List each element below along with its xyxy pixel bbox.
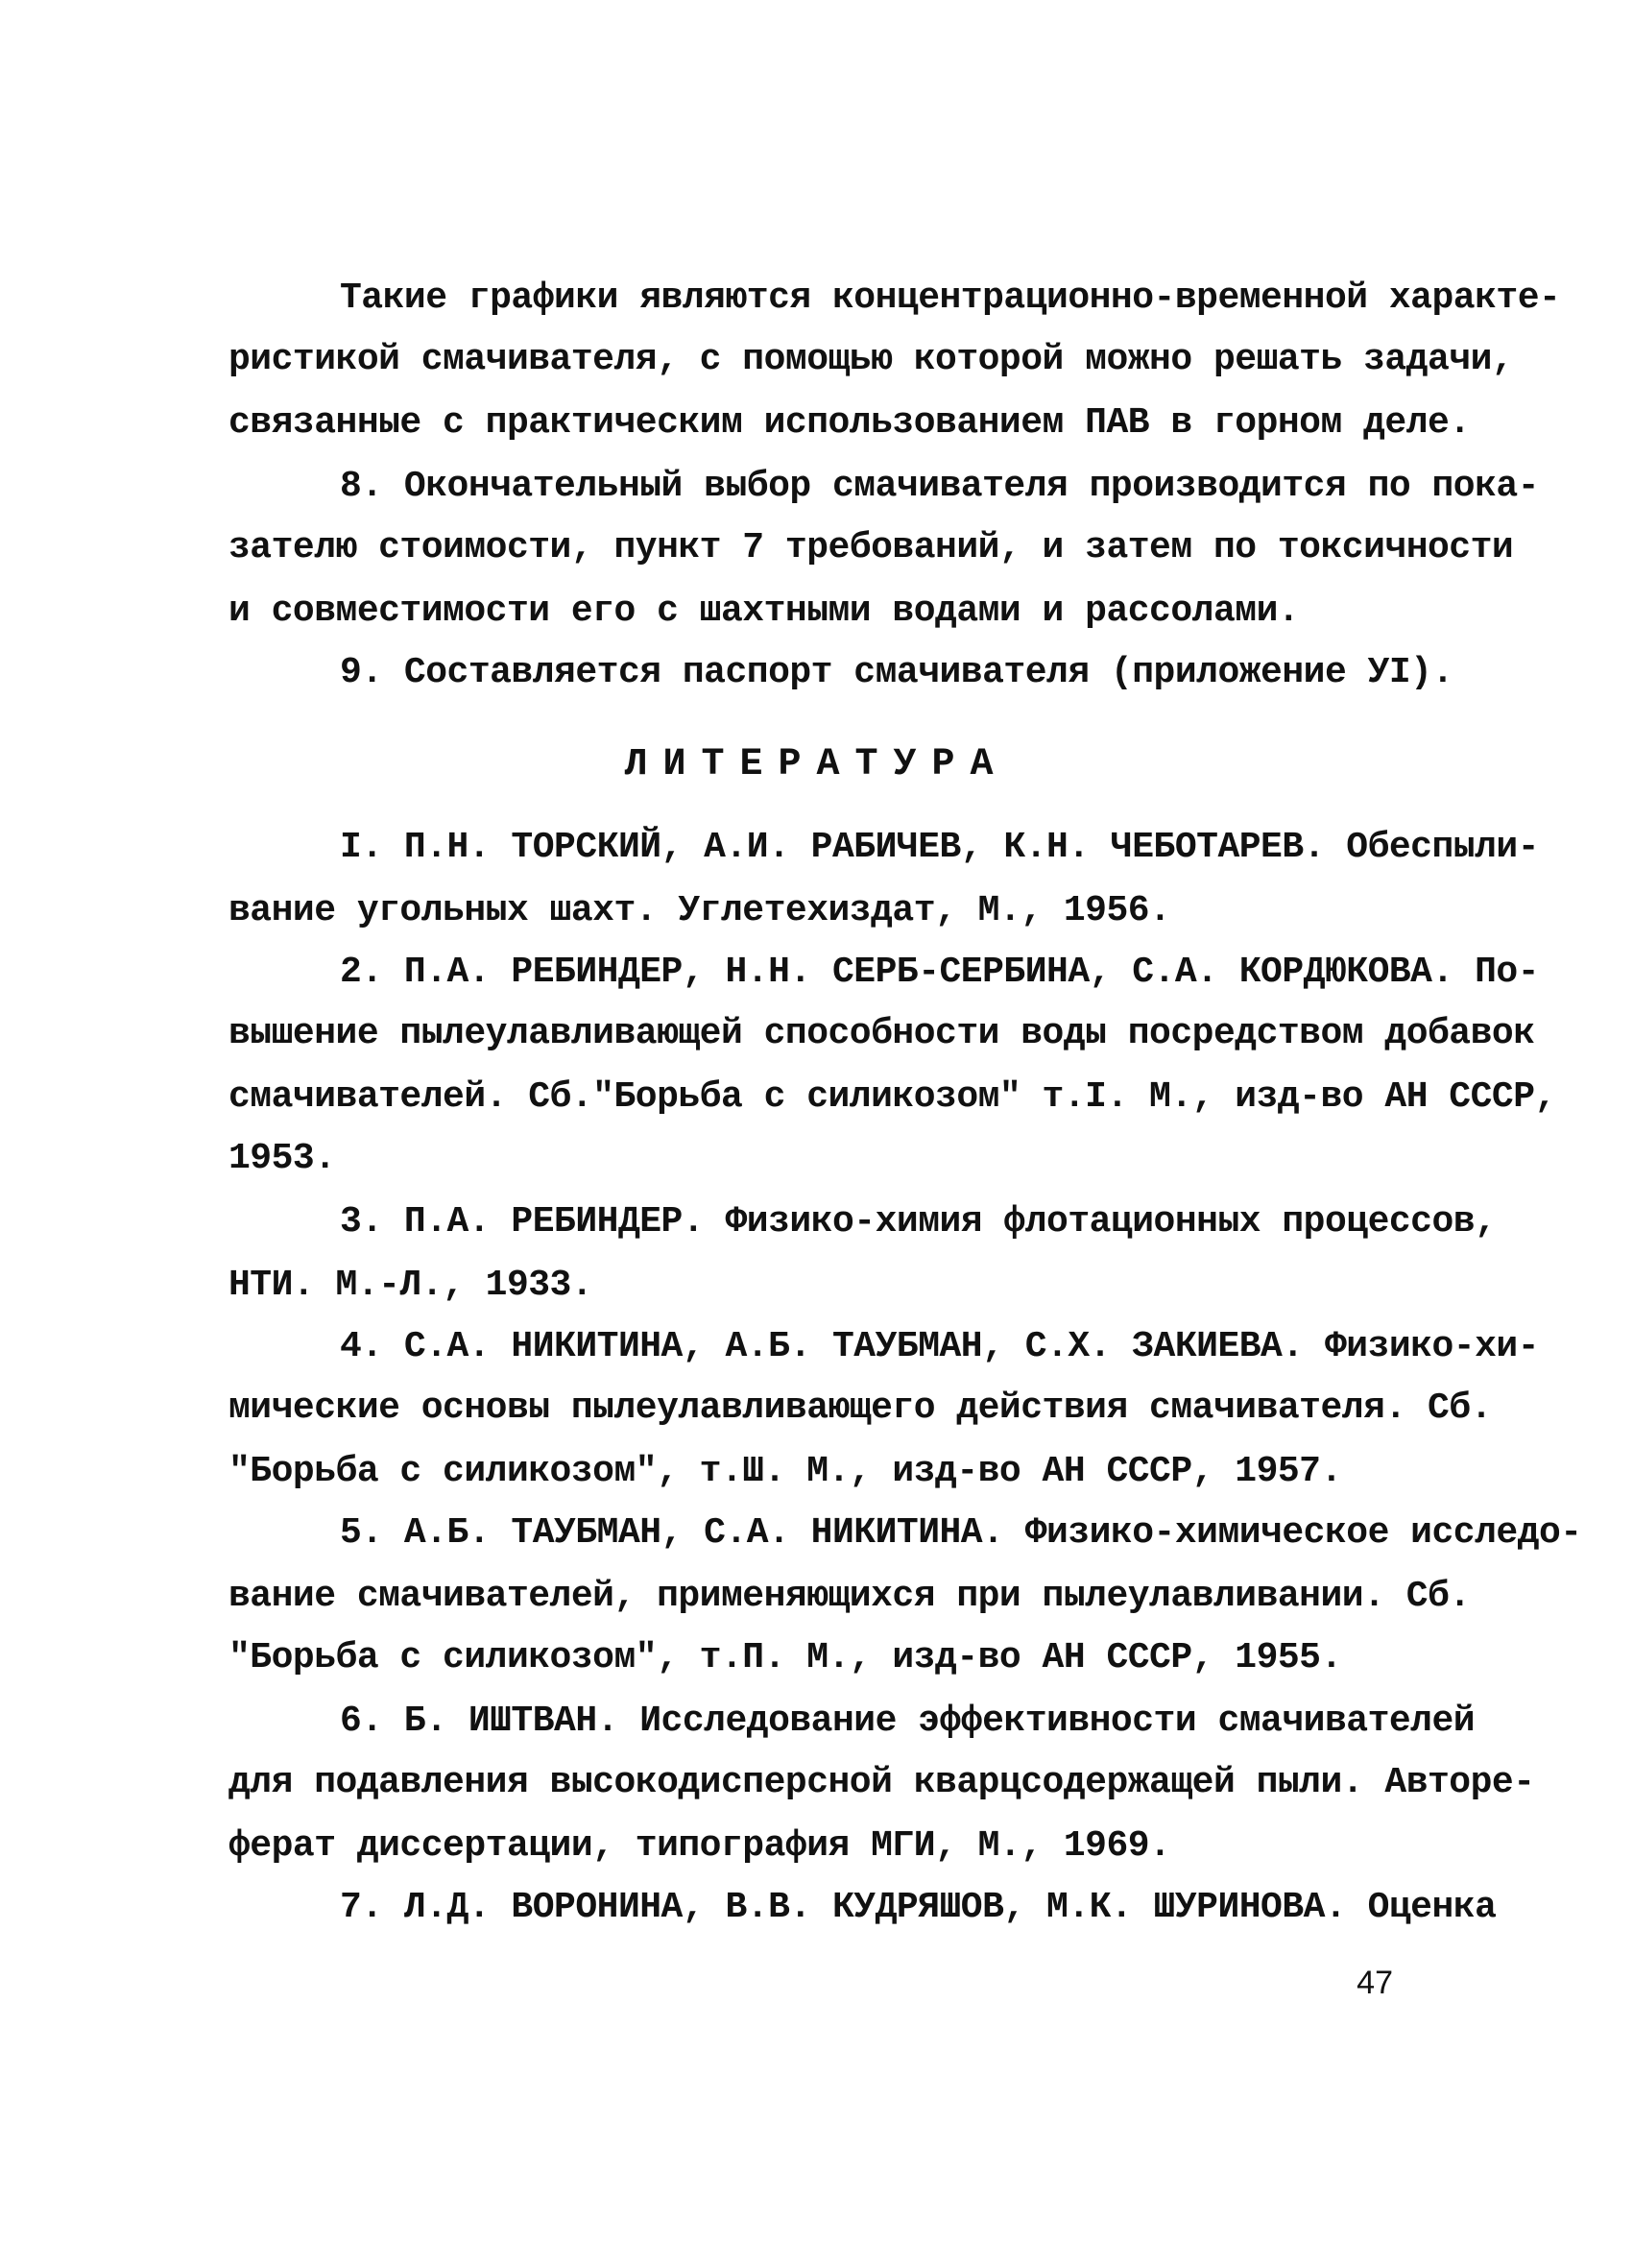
- reference-1-line-2: вание угольных шахт. Углетехиздат, М., 1956.: [228, 890, 1171, 931]
- intro-line-1: Такие графики являются концентрационно-временной характе-: [340, 277, 1561, 319]
- reference-4-line-1: 4. С.А. НИКИТИНА, А.Б. ТАУБМАН, С.Х. ЗАКИЕВА. Физико-хи-: [340, 1326, 1540, 1367]
- item8-line-3: и совместимости его с шахтными водами и рассолами.: [228, 591, 1300, 632]
- reference-4-line-3: "Борьба с силикозом", т.Ш. М., изд-во АН СССР, 1957.: [228, 1451, 1342, 1492]
- intro-line-3: связанные с практическим использованием ПАВ в горном деле.: [228, 402, 1471, 444]
- reference-1-line-1: I. П.Н. ТОРСКИЙ, А.И. РАБИЧЕВ, К.Н. ЧЕБОТАРЕВ. Обеспыли-: [340, 827, 1540, 868]
- item8-line-1: 8. Окончательный выбор смачивателя производится по пока-: [340, 466, 1540, 507]
- reference-5-line-1: 5. А.Б. ТАУБМАН, С.А. НИКИТИНА. Физико-химическое исследо-: [340, 1512, 1582, 1554]
- reference-6-line-3: ферат диссертации, типография МГИ, М., 1969.: [228, 1825, 1171, 1867]
- reference-2-line-2: вышение пылеулавливающей способности воды посредством добавок: [228, 1013, 1535, 1054]
- reference-3-line-2: НТИ. М.-Л., 1933.: [228, 1265, 593, 1306]
- intro-line-2: ристикой смачивателя, с помощью которой можно решать задачи,: [228, 339, 1514, 380]
- reference-6-line-1: 6. Б. ИШТВАН. Исследование эффективности смачивателей: [340, 1701, 1476, 1742]
- reference-3-line-1: 3. П.А. РЕБИНДЕР. Физико-химия флотационных процессов,: [340, 1201, 1497, 1243]
- item8-line-2: зателю стоимости, пункт 7 требований, и затем по токсичности: [228, 527, 1514, 568]
- reference-7-line-1: 7. Л.Д. ВОРОНИНА, В.В. КУДРЯШОВ, М.К. ШУРИНОВА. Оценка: [340, 1887, 1497, 1928]
- reference-4-line-2: мические основы пылеулавливающего действия смачивателя. Сб.: [228, 1387, 1492, 1429]
- literature-heading: ЛИТЕРАТУРА: [624, 743, 1009, 786]
- reference-2-line-1: 2. П.А. РЕБИНДЕР, Н.Н. СЕРБ-СЕРБИНА, С.А. КОРДЮКОВА. По-: [340, 952, 1540, 993]
- page-number: 47: [1357, 1965, 1393, 2001]
- reference-6-line-2: для подавления высокодисперсной кварцсодержащей пыли. Авторе-: [228, 1762, 1535, 1803]
- reference-5-line-3: "Борьба с силикозом", т.П. М., изд-во АН СССР, 1955.: [228, 1637, 1342, 1678]
- item9-line-1: 9. Составляется паспорт смачивателя (приложение УI).: [340, 652, 1453, 693]
- reference-2-line-3: смачивателей. Сб."Борьба с силикозом" т.I. М., изд-во АН СССР,: [228, 1076, 1556, 1118]
- reference-2-line-4: 1953.: [228, 1138, 336, 1179]
- reference-5-line-2: вание смачивателей, применяющихся при пылеулавливании. Сб.: [228, 1576, 1471, 1617]
